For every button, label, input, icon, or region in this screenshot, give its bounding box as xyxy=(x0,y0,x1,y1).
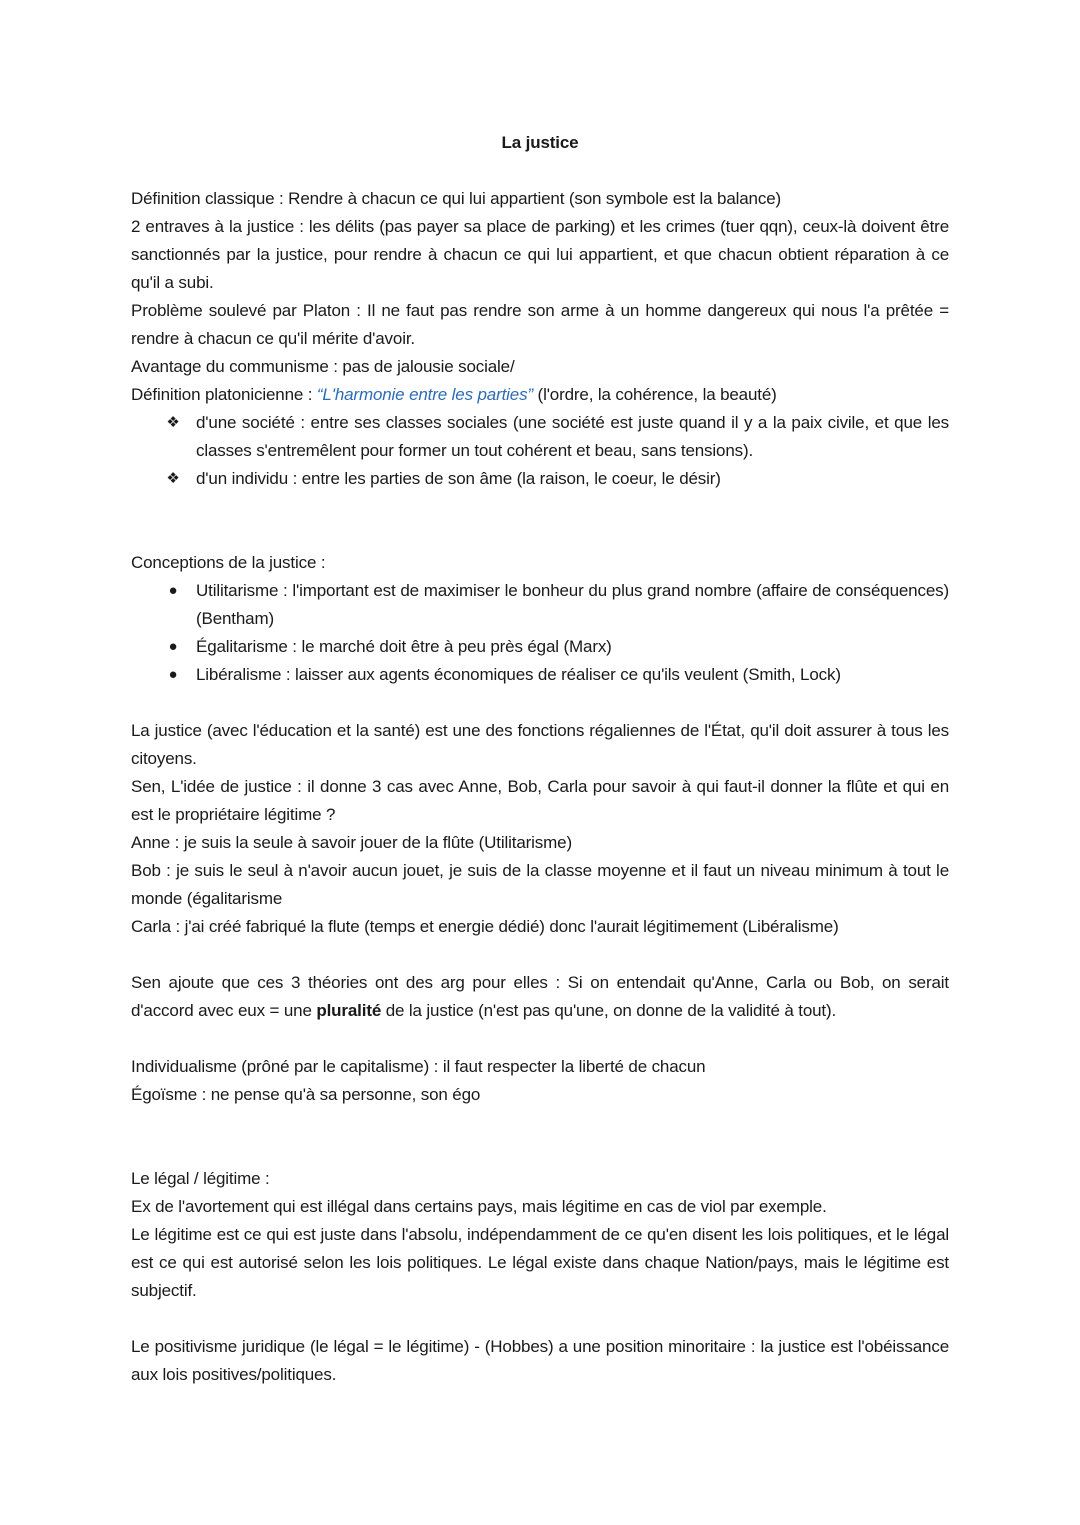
list-item xyxy=(131,661,949,689)
paragraph-anne: Anne : je suis la seule à savoir jouer de la flûte (Utilitarisme) xyxy=(131,833,572,852)
document-page xyxy=(131,129,949,1389)
spacer xyxy=(131,1109,949,1165)
conceptions-list xyxy=(131,577,949,689)
section-heading-legal: Le légal / légitime : xyxy=(131,1169,270,1188)
platonic-list xyxy=(131,409,949,493)
definition-detail: (l'ordre, la cohérence, la beauté) xyxy=(532,385,777,404)
paragraph-legitime-definition: Le légitime est ce qui est juste dans l'absolu, indépendamment de ce qu'en disent les lois politiques, et le légal est ce qui est autorisé selon les lois politiques. Le légal existe dans chaque Nation/pays, mais le légitime est subjectif. xyxy=(131,1225,949,1300)
spacer xyxy=(131,689,949,717)
spacer xyxy=(131,941,949,969)
paragraph-carla: Carla : j'ai créé fabriqué la flute (temps et energie dédié) donc l'aurait légitimement (Libéralisme) xyxy=(131,917,839,936)
paragraph-individualisme: Individualisme (prôné par le capitalisme) : il faut respecter la liberté de chacun xyxy=(131,1057,706,1076)
bullet-icon: ● xyxy=(168,638,178,655)
paragraph-bob: Bob : je suis le seul à n'avoir aucun jouet, je suis de la classe moyenne et il faut un niveau minimum à tout le monde (égalitarisme xyxy=(131,861,949,908)
spacer xyxy=(131,493,949,549)
list-item-text: Égalitarisme : le marché doit être à peu près égal (Marx) xyxy=(196,637,612,656)
spacer xyxy=(131,1025,949,1053)
paragraph-definition-classique: Définition classique : Rendre à chacun ce qui lui appartient (son symbole est la balance) xyxy=(131,189,782,208)
paragraph-entraves: 2 entraves à la justice : les délits (pas payer sa place de parking) et les crimes (tuer qqn), ceux-là doivent être sanctionnés par la justice, pour rendre à chacun ce qui lui appartient, et que chacun obtient réparation à ce qu'il a subi. xyxy=(131,217,949,292)
list-item-text: Libéralisme : laisser aux agents économiques de réaliser ce qu'ils veulent (Smith, Lock) xyxy=(196,665,841,684)
diamond-bullet-icon: ❖ xyxy=(166,470,180,487)
section-heading-conceptions: Conceptions de la justice : xyxy=(131,553,326,572)
pluralite-keyword: pluralité xyxy=(316,1001,382,1020)
paragraph-communisme: Avantage du communisme : pas de jalousie sociale/ xyxy=(131,357,515,376)
paragraph-avortement: Ex de l'avortement qui est illégal dans certains pays, mais légitime en cas de viol par exemple. xyxy=(131,1197,827,1216)
harmony-quote: “L'harmonie entre les parties” xyxy=(316,385,533,404)
list-item xyxy=(131,577,949,633)
list-item-text: Utilitarisme : l'important est de maximiser le bonheur du plus grand nombre (affaire de conséquences) (Bentham) xyxy=(196,581,949,628)
list-item-text: d'un individu : entre les parties de son âme (la raison, le coeur, le désir) xyxy=(196,469,721,488)
definition-label: Définition platonicienne : xyxy=(131,385,317,404)
diamond-bullet-icon: ❖ xyxy=(166,414,180,431)
sen-text-end: de la justice (n'est pas qu'une, on donne de la validité à tout). xyxy=(381,1001,837,1020)
list-item-text: d'une société : entre ses classes sociales (une société est juste quand il y a la paix civile, et que les classes s'entremêlent pour former un tout cohérent et beau, sans tensions). xyxy=(196,413,949,460)
paragraph-positivisme: Le positivisme juridique (le légal = le légitime) - (Hobbes) a une position minoritaire : la justice est l'obéissance aux lois positives/politiques. xyxy=(131,1337,949,1384)
list-item xyxy=(131,409,949,465)
page-title: La justice xyxy=(501,133,579,152)
paragraph-egoisme: Égoïsme : ne pense qu'à sa personne, son égo xyxy=(131,1085,481,1104)
paragraph-platon-probleme: Problème soulevé par Platon : Il ne faut pas rendre son arme à un homme dangereux qui nous l'a prêtée = rendre à chacun ce qu'il mérite d'avoir. xyxy=(131,301,949,348)
paragraph-definition-platonicienne xyxy=(131,381,949,409)
spacer xyxy=(131,1305,949,1333)
list-item xyxy=(131,465,949,493)
paragraph-sen-idee: Sen, L'idée de justice : il donne 3 cas avec Anne, Bob, Carla pour savoir à qui faut-il donner la flûte et qui en est le propriétaire légitime ? xyxy=(131,777,949,824)
paragraph-sen-ajoute xyxy=(131,969,949,1025)
paragraph-fonctions-regaliennes: La justice (avec l'éducation et la santé) est une des fonctions régaliennes de l'État, qu'il doit assurer à tous les citoyens. xyxy=(131,721,949,768)
bullet-icon: ● xyxy=(168,666,178,683)
bullet-icon: ● xyxy=(168,582,178,599)
sen-text: Sen ajoute que ces 3 théories ont des arg pour elles : Si on entendait qu'Anne, Carla ou Bob, on serait d'accord avec eux = une xyxy=(131,973,949,1020)
list-item xyxy=(131,633,949,661)
